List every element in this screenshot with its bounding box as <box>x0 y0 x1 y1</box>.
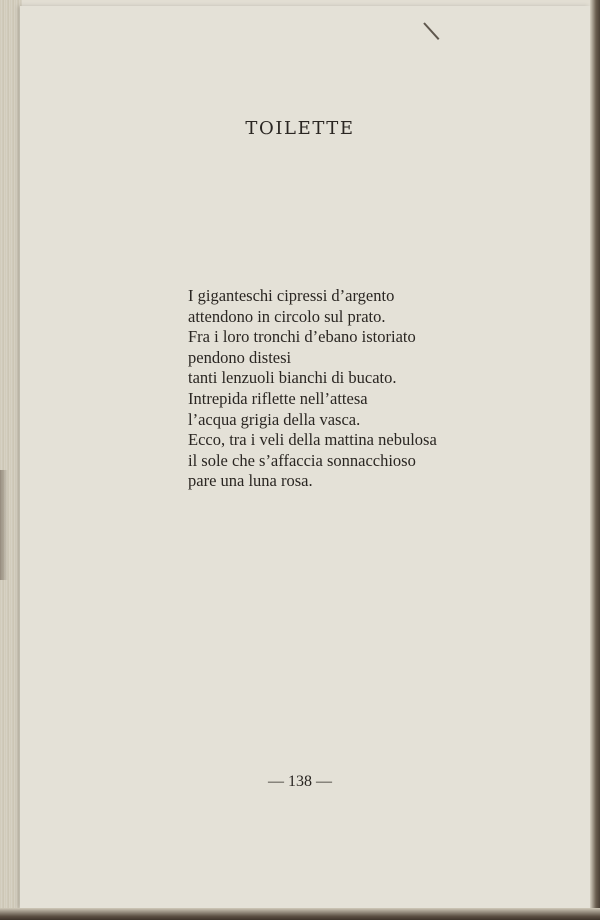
poem-line: Ecco, tra i veli della mattina nebulosa <box>188 430 437 450</box>
poem-title: TOILETTE <box>245 118 355 139</box>
poem-body <box>188 286 518 492</box>
poem-line: Intrepida riflette nell’attesa <box>188 388 368 408</box>
poem-line: il sole che s’affaccia sonnacchioso <box>188 450 416 470</box>
page-number: — 138 — <box>268 773 332 790</box>
poem-line: I giganteschi cipressi d’argento <box>188 286 395 305</box>
poem-line: pendono distesi <box>188 347 292 367</box>
poem-line: tanti lenzuoli bianchi di bucato. <box>188 368 397 388</box>
poem-line: pare una luna rosa. <box>188 471 313 491</box>
poem-line: l’acqua grigia della vasca. <box>188 409 361 429</box>
scan-bottom-rim <box>0 908 600 920</box>
poem-line: attendono in circolo sul prato. <box>188 306 386 326</box>
poem-line: Fra i loro tronchi d’ebano istoriato <box>188 327 416 347</box>
page-edge-shadow <box>0 470 8 580</box>
